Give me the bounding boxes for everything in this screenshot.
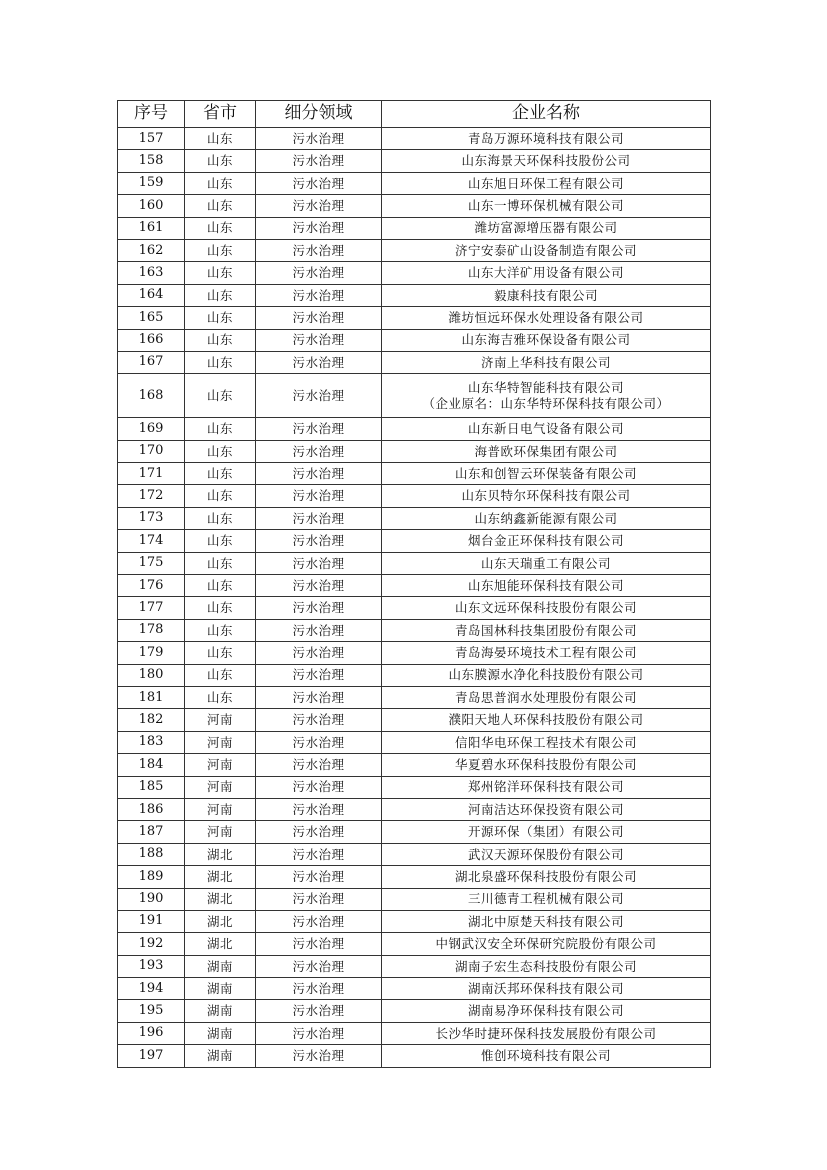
cell-field: 污水治理 (256, 195, 382, 217)
cell-company: 海普欧环保集团有限公司 (382, 440, 711, 462)
cell-seq: 157 (118, 128, 185, 150)
cell-field: 污水治理 (256, 150, 382, 172)
cell-seq: 172 (118, 485, 185, 507)
cell-field: 污水治理 (256, 239, 382, 261)
cell-field: 污水治理 (256, 307, 382, 329)
cell-field: 污水治理 (256, 709, 382, 731)
cell-field: 污水治理 (256, 597, 382, 619)
cell-company: 济南上华科技有限公司 (382, 351, 711, 373)
cell-field: 污水治理 (256, 262, 382, 284)
table-row (118, 307, 711, 329)
cell-province: 山东 (185, 128, 256, 150)
table-row (118, 910, 711, 932)
cell-province: 山东 (185, 619, 256, 641)
table-row (118, 933, 711, 955)
table-row (118, 239, 711, 261)
cell-seq: 182 (118, 709, 185, 731)
cell-seq: 192 (118, 933, 185, 955)
cell-seq: 193 (118, 955, 185, 977)
cell-province: 山东 (185, 642, 256, 664)
cell-company: 开源环保（集团）有限公司 (382, 821, 711, 843)
cell-field: 污水治理 (256, 1045, 382, 1067)
cell-province: 山东 (185, 440, 256, 462)
cell-seq: 159 (118, 172, 185, 194)
cell-field: 污水治理 (256, 754, 382, 776)
table-row (118, 418, 711, 440)
cell-province: 山东 (185, 172, 256, 194)
cell-field: 污水治理 (256, 530, 382, 552)
cell-field: 污水治理 (256, 329, 382, 351)
cell-province: 山东 (185, 284, 256, 306)
cell-province: 山东 (185, 307, 256, 329)
table-row (118, 463, 711, 485)
cell-seq: 176 (118, 575, 185, 597)
cell-field: 污水治理 (256, 776, 382, 798)
table-row (118, 664, 711, 686)
cell-field: 污水治理 (256, 463, 382, 485)
cell-field: 污水治理 (256, 485, 382, 507)
table-row (118, 150, 711, 172)
cell-seq: 181 (118, 686, 185, 708)
cell-seq: 190 (118, 888, 185, 910)
cell-company: 湖南易净环保科技有限公司 (382, 1000, 711, 1022)
table-row (118, 552, 711, 574)
cell-company: 山东纳鑫新能源有限公司 (382, 507, 711, 529)
cell-field: 污水治理 (256, 172, 382, 194)
table-row (118, 507, 711, 529)
cell-seq: 185 (118, 776, 185, 798)
cell-company: 山东一博环保机械有限公司 (382, 195, 711, 217)
cell-province: 河南 (185, 709, 256, 731)
cell-company: 山东海景天环保科技股份公司 (382, 150, 711, 172)
cell-province: 山东 (185, 463, 256, 485)
cell-company: 信阳华电环保工程技术有限公司 (382, 731, 711, 753)
table-row (118, 262, 711, 284)
cell-seq: 173 (118, 507, 185, 529)
cell-field: 污水治理 (256, 978, 382, 1000)
cell-field: 污水治理 (256, 955, 382, 977)
table-row (118, 128, 711, 150)
cell-seq: 183 (118, 731, 185, 753)
cell-field: 污水治理 (256, 374, 382, 418)
cell-seq: 165 (118, 307, 185, 329)
cell-field: 污水治理 (256, 821, 382, 843)
cell-company: 青岛思普润水处理股份有限公司 (382, 686, 711, 708)
cell-company: 河南洁达环保投资有限公司 (382, 798, 711, 820)
cell-company: 湖北泉盛环保科技股份有限公司 (382, 866, 711, 888)
cell-seq: 170 (118, 440, 185, 462)
table-body (118, 128, 711, 1068)
cell-company: 湖南沃邦环保科技有限公司 (382, 978, 711, 1000)
table-row (118, 888, 711, 910)
cell-province: 山东 (185, 507, 256, 529)
table-row (118, 485, 711, 507)
cell-seq: 164 (118, 284, 185, 306)
cell-company: 湖南子宏生态科技股份有限公司 (382, 955, 711, 977)
cell-field: 污水治理 (256, 128, 382, 150)
cell-field: 污水治理 (256, 888, 382, 910)
cell-company: 三川德青工程机械有限公司 (382, 888, 711, 910)
cell-company: 惟创环境科技有限公司 (382, 1045, 711, 1067)
cell-seq: 178 (118, 619, 185, 641)
table-row (118, 440, 711, 462)
cell-company (382, 374, 711, 418)
cell-seq: 184 (118, 754, 185, 776)
cell-seq: 186 (118, 798, 185, 820)
table-row (118, 978, 711, 1000)
table-row (118, 351, 711, 373)
table-row (118, 754, 711, 776)
cell-company: 山东大洋矿用设备有限公司 (382, 262, 711, 284)
cell-company: 山东和创智云环保装备有限公司 (382, 463, 711, 485)
enterprise-list-table (117, 100, 711, 1068)
cell-company: 中钢武汉安全环保研究院股份有限公司 (382, 933, 711, 955)
table-row (118, 374, 711, 418)
cell-company: 武汉天源环保股份有限公司 (382, 843, 711, 865)
cell-field: 污水治理 (256, 619, 382, 641)
cell-province: 山东 (185, 262, 256, 284)
cell-province: 湖北 (185, 910, 256, 932)
cell-seq: 195 (118, 1000, 185, 1022)
cell-seq: 171 (118, 463, 185, 485)
cell-province: 山东 (185, 664, 256, 686)
cell-seq: 179 (118, 642, 185, 664)
cell-company: 济宁安泰矿山设备制造有限公司 (382, 239, 711, 261)
cell-province: 河南 (185, 821, 256, 843)
cell-seq: 180 (118, 664, 185, 686)
cell-company: 山东膜源水净化科技股份有限公司 (382, 664, 711, 686)
cell-company: 青岛海晏环境技术工程有限公司 (382, 642, 711, 664)
cell-province: 山东 (185, 552, 256, 574)
cell-province: 山东 (185, 530, 256, 552)
cell-company: 毅康科技有限公司 (382, 284, 711, 306)
table-row (118, 597, 711, 619)
cell-province: 山东 (185, 351, 256, 373)
cell-company: 山东海吉雅环保设备有限公司 (382, 329, 711, 351)
cell-province: 山东 (185, 418, 256, 440)
cell-field: 污水治理 (256, 575, 382, 597)
cell-seq: 162 (118, 239, 185, 261)
table-row (118, 642, 711, 664)
cell-province: 湖北 (185, 888, 256, 910)
table-row (118, 1022, 711, 1044)
table-row (118, 1045, 711, 1067)
cell-province: 山东 (185, 374, 256, 418)
cell-seq: 168 (118, 374, 185, 418)
table-row (118, 821, 711, 843)
cell-seq: 191 (118, 910, 185, 932)
cell-field: 污水治理 (256, 731, 382, 753)
cell-province: 湖南 (185, 1000, 256, 1022)
cell-field: 污水治理 (256, 664, 382, 686)
table-row (118, 955, 711, 977)
cell-field: 污水治理 (256, 351, 382, 373)
cell-province: 山东 (185, 575, 256, 597)
header-company: 企业名称 (382, 101, 711, 128)
cell-company: 烟台金正环保科技有限公司 (382, 530, 711, 552)
cell-company: 青岛国林科技集团股份有限公司 (382, 619, 711, 641)
cell-seq: 160 (118, 195, 185, 217)
cell-company: 山东天瑞重工有限公司 (382, 552, 711, 574)
cell-company: 山东新日电气设备有限公司 (382, 418, 711, 440)
cell-field: 污水治理 (256, 284, 382, 306)
cell-company: 山东文远环保科技股份有限公司 (382, 597, 711, 619)
cell-province: 湖北 (185, 843, 256, 865)
cell-field: 污水治理 (256, 217, 382, 239)
table-row (118, 686, 711, 708)
cell-company: 潍坊富源增压器有限公司 (382, 217, 711, 239)
cell-field: 污水治理 (256, 910, 382, 932)
table-row (118, 731, 711, 753)
table-row (118, 709, 711, 731)
cell-field: 污水治理 (256, 843, 382, 865)
cell-province: 湖北 (185, 933, 256, 955)
cell-province: 河南 (185, 754, 256, 776)
cell-seq: 166 (118, 329, 185, 351)
cell-field: 污水治理 (256, 642, 382, 664)
company-name: 山东华特智能科技有限公司 (467, 380, 624, 396)
cell-company: 山东贝特尔环保科技有限公司 (382, 485, 711, 507)
cell-field: 污水治理 (256, 507, 382, 529)
cell-seq: 158 (118, 150, 185, 172)
cell-province: 山东 (185, 686, 256, 708)
table-header-row (118, 101, 711, 128)
table-row (118, 530, 711, 552)
cell-company: 青岛万源环境科技有限公司 (382, 128, 711, 150)
table-row (118, 843, 711, 865)
cell-province: 山东 (185, 329, 256, 351)
cell-company: 山东旭能环保科技有限公司 (382, 575, 711, 597)
cell-province: 湖南 (185, 978, 256, 1000)
cell-province: 山东 (185, 597, 256, 619)
cell-seq: 175 (118, 552, 185, 574)
cell-company: 长沙华时捷环保科技发展股份有限公司 (382, 1022, 711, 1044)
table-row (118, 575, 711, 597)
cell-seq: 161 (118, 217, 185, 239)
cell-field: 污水治理 (256, 686, 382, 708)
cell-company: 濮阳天地人环保科技股份有限公司 (382, 709, 711, 731)
table-row (118, 284, 711, 306)
cell-field: 污水治理 (256, 440, 382, 462)
cell-seq: 177 (118, 597, 185, 619)
table-row (118, 1000, 711, 1022)
table-row (118, 619, 711, 641)
cell-seq: 196 (118, 1022, 185, 1044)
cell-seq: 167 (118, 351, 185, 373)
cell-province: 山东 (185, 217, 256, 239)
cell-field: 污水治理 (256, 1000, 382, 1022)
table-row (118, 776, 711, 798)
cell-company: 华夏碧水环保科技股份有限公司 (382, 754, 711, 776)
company-former-name: （企业原名：山东华特环保科技有限公司） (422, 395, 670, 411)
cell-field: 污水治理 (256, 1022, 382, 1044)
cell-seq: 187 (118, 821, 185, 843)
cell-seq: 169 (118, 418, 185, 440)
cell-province: 湖南 (185, 955, 256, 977)
cell-company: 山东旭日环保工程有限公司 (382, 172, 711, 194)
cell-seq: 189 (118, 866, 185, 888)
cell-province: 湖南 (185, 1022, 256, 1044)
cell-province: 山东 (185, 150, 256, 172)
cell-field: 污水治理 (256, 552, 382, 574)
header-province: 省市 (185, 101, 256, 128)
header-seq: 序号 (118, 101, 185, 128)
cell-province: 山东 (185, 239, 256, 261)
table-row (118, 798, 711, 820)
cell-field: 污水治理 (256, 798, 382, 820)
cell-company: 郑州铭洋环保科技有限公司 (382, 776, 711, 798)
cell-province: 河南 (185, 776, 256, 798)
cell-seq: 188 (118, 843, 185, 865)
cell-seq: 197 (118, 1045, 185, 1067)
table-row (118, 172, 711, 194)
table-row (118, 217, 711, 239)
cell-company: 湖北中原楚天科技有限公司 (382, 910, 711, 932)
cell-province: 山东 (185, 195, 256, 217)
cell-province: 湖北 (185, 866, 256, 888)
table-row (118, 866, 711, 888)
cell-province: 河南 (185, 731, 256, 753)
cell-company: 潍坊恒远环保水处理设备有限公司 (382, 307, 711, 329)
header-field: 细分领域 (256, 101, 382, 128)
cell-province: 湖南 (185, 1045, 256, 1067)
cell-field: 污水治理 (256, 933, 382, 955)
table-row (118, 329, 711, 351)
cell-seq: 174 (118, 530, 185, 552)
cell-province: 山东 (185, 485, 256, 507)
cell-field: 污水治理 (256, 418, 382, 440)
cell-field: 污水治理 (256, 866, 382, 888)
table-row (118, 195, 711, 217)
cell-seq: 194 (118, 978, 185, 1000)
cell-province: 河南 (185, 798, 256, 820)
cell-seq: 163 (118, 262, 185, 284)
